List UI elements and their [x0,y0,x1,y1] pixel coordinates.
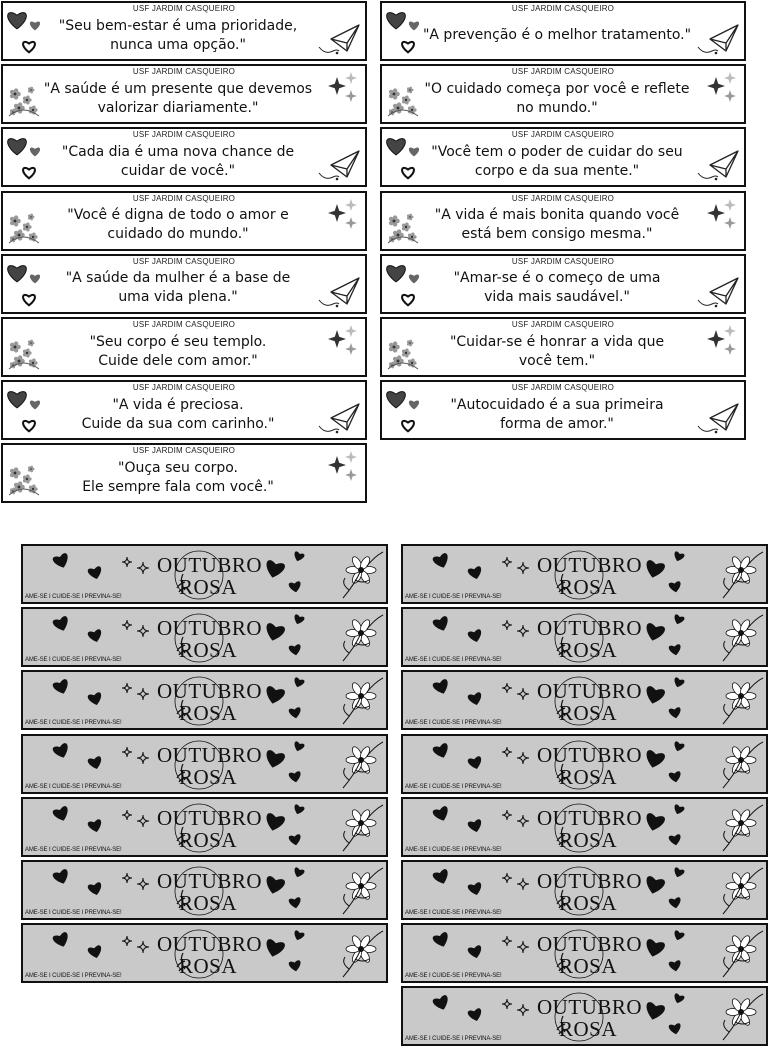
sparkle-icon [502,999,529,1016]
heart-icon [672,677,685,689]
quote-text [37,14,319,57]
quote-line: "Cada dia é uma nova chance de [61,143,295,160]
heart-icon [672,993,685,1005]
heart-icon [467,629,483,644]
heart-icon [292,804,305,816]
quote-line: "A saúde é um presente que devemos [43,80,313,97]
band-title-line2: ROSA [559,701,618,726]
heart-icon [467,1008,483,1023]
band-title-line2: ROSA [179,954,238,979]
quote-text [37,140,319,183]
band-tagline: AME-SE I CUIDE-SE I PREVINA-SE! [25,846,122,853]
card-header: USF JARDIM CASQUEIRO [511,256,615,266]
card-header: USF JARDIM CASQUEIRO [132,67,236,77]
card-header: USF JARDIM CASQUEIRO [511,67,615,77]
flower-icon [723,552,763,598]
band-tagline: AME-SE I CUIDE-SE I PREVINA-SE! [25,973,122,980]
heart-icon [288,771,302,783]
heart-icon [432,616,451,634]
heart-icon [643,812,665,833]
heart-icon [672,930,685,942]
band-title-line1: OUTUBRO [537,616,643,641]
heart-icon [467,945,483,960]
heart-icon [87,755,103,770]
quote-line: valorizar diariamente." [97,99,259,116]
quote-text [37,77,319,120]
quote-line: forma de amor." [500,415,614,432]
heart-icon [432,805,451,823]
band-title-line1: OUTUBRO [157,742,263,767]
card-header: USF JARDIM CASQUEIRO [132,256,236,266]
heart-icon [263,939,285,960]
band-tagline: AME-SE I CUIDE-SE I PREVINA-SE! [25,720,122,727]
sparkle-icon [122,810,149,827]
quote-text [416,204,698,247]
quote-line: no mundo." [516,99,598,116]
flower-icon [343,678,383,724]
heart-icon [643,623,665,644]
band-title-line2: ROSA [179,764,238,789]
heart-icon [432,868,451,886]
quote-line: "A vida é mais bonita quando você [434,207,680,224]
band-tagline: AME-SE I CUIDE-SE I PREVINA-SE! [25,910,122,916]
heart-icon [52,742,71,760]
heart-icon [52,679,71,697]
card-header: USF JARDIM CASQUEIRO [511,320,615,329]
heart-icon [52,932,71,950]
quote-card [1,1,367,61]
heart-icon [263,875,285,896]
band-tagline: AME-SE I CUIDE-SE I PREVINA-SE! [25,594,122,600]
heart-icon [467,882,483,897]
quote-line: "A prevenção é o melhor tratamento." [422,27,692,43]
heart-icon [288,644,302,656]
quote-card [380,191,746,251]
quote-card [380,254,746,314]
heart-icon [87,945,103,960]
heart-icon [672,867,685,879]
heart-icon [263,623,285,644]
heart-icon [292,930,305,942]
band-tagline: AME-SE I CUIDE-SE I PREVINA-SE! [405,783,502,790]
quote-line: vida mais saudável." [484,289,630,306]
band-tagline: AME-SE I CUIDE-SE I PREVINA-SE! [405,1036,502,1043]
flower-icon [343,805,383,851]
heart-icon [643,749,665,770]
quote-line: "A saúde da mulher é a base de [65,270,291,287]
quote-line: "Seu bem-estar é uma prioridade, [58,17,298,34]
heart-icon [288,707,302,719]
heart-icon [668,1023,682,1035]
band-title-line1: OUTUBRO [157,869,263,893]
band-tagline: AME-SE I CUIDE-SE I PREVINA-SE! [405,973,502,980]
quote-line: Cuide da sua com carinho." [81,415,275,432]
outubro-rosa-band [401,544,768,604]
heart-icon [467,692,483,707]
outubro-rosa-band [401,860,768,920]
card-header: USF JARDIM CASQUEIRO [132,193,236,203]
outubro-rosa-band [401,923,768,983]
card-header: USF JARDIM CASQUEIRO [511,383,615,393]
heart-icon [292,677,305,689]
quote-line: está bem consigo mesma." [461,226,653,243]
band-title-line2: ROSA [559,954,618,979]
quote-card [380,127,746,187]
heart-icon [643,1002,665,1023]
heart-icon [263,749,285,770]
sparkle-icon [502,620,529,637]
flower-icon [343,552,383,598]
band-title-line1: OUTUBRO [537,742,643,767]
sparkle-icon [502,936,529,953]
heart-icon [288,960,302,972]
flower-icon [723,931,763,977]
band-tagline: AME-SE I CUIDE-SE I PREVINA-SE! [25,657,122,664]
heart-icon [643,939,665,960]
heart-icon [292,867,305,879]
heart-icon [87,882,103,897]
quote-card [1,191,367,251]
outubro-rosa-band [21,797,388,857]
flower-icon [343,742,383,788]
heart-icon [87,692,103,707]
band-tagline: AME-SE I CUIDE-SE I PREVINA-SE! [25,783,122,790]
heart-icon [668,707,682,719]
quote-text [416,77,698,120]
band-title-line2: ROSA [559,827,618,852]
quote-line: "Você tem o poder de cuidar do seu [431,143,683,160]
quote-card [1,443,367,503]
band-title-line2: ROSA [559,764,618,789]
band-tagline: AME-SE I CUIDE-SE I PREVINA-SE! [405,657,502,664]
band-title-line1: OUTUBRO [537,869,643,893]
quote-line: "Autocuidado é a sua primeira [450,396,664,413]
heart-icon [288,897,302,909]
quote-card [380,1,746,61]
heart-icon [52,616,71,634]
heart-icon [668,834,682,846]
card-header: USF JARDIM CASQUEIRO [511,193,615,203]
heart-icon [52,552,71,570]
heart-icon [643,875,665,896]
flower-icon [723,615,763,661]
outubro-rosa-band [21,734,388,794]
heart-icon [292,551,305,563]
outubro-rosa-band [21,860,388,920]
heart-icon [467,819,483,834]
flower-icon [723,868,763,914]
heart-icon [288,834,302,846]
outubro-rosa-band [401,797,768,857]
outubro-rosa-band [401,607,768,667]
sparkle-icon [502,557,529,574]
quote-text [37,267,319,310]
sparkle-icon [122,873,149,890]
band-title-line1: OUTUBRO [157,932,263,957]
heart-icon [432,742,451,760]
heart-icon [432,552,451,570]
quote-text [416,330,698,373]
quote-card [1,380,367,440]
band-title-line2: ROSA [179,701,238,726]
sparkle-icon [122,620,149,637]
quote-card [380,64,746,124]
heart-icon [467,566,483,581]
sparkle-icon [502,873,529,890]
band-title-line1: OUTUBRO [537,553,643,577]
outubro-rosa-band [401,734,768,794]
heart-icon [672,741,685,753]
quote-text [37,456,319,499]
heart-icon [467,755,483,770]
band-title-line2: ROSA [559,575,618,599]
band-title-line1: OUTUBRO [157,679,263,704]
heart-icon [263,812,285,833]
card-header: USF JARDIM CASQUEIRO [132,4,236,13]
heart-icon [292,614,305,626]
band-title-line1: OUTUBRO [537,679,643,704]
heart-icon [672,804,685,816]
band-title-line2: ROSA [559,1017,618,1042]
quote-card [1,64,367,124]
flower-icon [343,868,383,914]
outubro-rosa-band [21,607,388,667]
quote-text [416,14,698,57]
quote-line: "Ouça seu corpo. [118,459,238,476]
heart-icon [668,771,682,783]
quote-line: Cuide dele com amor." [98,352,258,369]
quote-text [37,393,319,436]
band-tagline: AME-SE I CUIDE-SE I PREVINA-SE! [405,720,502,727]
outubro-rosa-band [401,986,768,1046]
flower-icon [723,678,763,724]
heart-icon [672,614,685,626]
sparkle-icon [502,747,529,764]
quote-line: "Você é digna de todo o amor e [67,207,289,224]
band-title-line2: ROSA [179,575,238,599]
band-title-line1: OUTUBRO [157,805,263,830]
band-tagline: AME-SE I CUIDE-SE I PREVINA-SE! [405,594,502,600]
quote-card [1,254,367,314]
heart-icon [432,932,451,950]
band-title-line1: OUTUBRO [537,995,643,1020]
heart-icon [263,559,285,580]
heart-icon [292,741,305,753]
sparkle-icon [502,810,529,827]
quote-text [416,393,698,436]
quote-line: nunca uma opção." [110,36,246,53]
quote-card [1,317,367,377]
quote-line: uma vida plena." [118,289,238,306]
heart-icon [87,819,103,834]
flower-icon [723,994,763,1040]
quote-line: "Cuidar-se é honrar a vida que [449,333,665,350]
outubro-rosa-band [21,923,388,983]
heart-icon [668,960,682,972]
heart-icon [263,686,285,707]
heart-icon [672,551,685,563]
heart-icon [668,897,682,909]
quote-line: "O cuidado começa por você e reflete [424,80,690,97]
quote-line: cuidar de você." [120,162,236,179]
outubro-rosa-band [21,544,388,604]
band-title-line2: ROSA [179,638,238,663]
heart-icon [288,581,302,593]
heart-icon [52,868,71,886]
flower-icon [723,742,763,788]
card-header: USF JARDIM CASQUEIRO [132,446,236,456]
band-title-line1: OUTUBRO [157,553,263,577]
band-title-line1: OUTUBRO [537,932,643,957]
flower-icon [343,615,383,661]
quote-line: corpo e da sua mente." [474,162,640,179]
heart-icon [668,581,682,593]
outubro-rosa-band [401,670,768,730]
band-title-line2: ROSA [559,891,618,915]
sparkle-icon [122,683,149,700]
quote-line: "Seu corpo é seu templo. [89,333,267,350]
band-title-line1: OUTUBRO [157,616,263,641]
flower-icon [723,805,763,851]
band-title-line2: ROSA [179,891,238,915]
band-tagline: AME-SE I CUIDE-SE I PREVINA-SE! [405,846,502,853]
quote-line: você tem." [518,352,596,369]
quote-line: "A vida é preciosa. [112,396,244,413]
outubro-rosa-band [21,670,388,730]
band-title-line2: ROSA [179,827,238,852]
heart-icon [87,566,103,581]
heart-icon [432,995,451,1013]
quote-text [416,140,698,183]
quote-card [380,317,746,377]
heart-icon [87,629,103,644]
band-title-line2: ROSA [559,638,618,663]
quote-card [380,380,746,440]
quote-text [37,204,319,247]
sparkle-icon [122,557,149,574]
heart-icon [52,805,71,823]
quote-card [1,127,367,187]
card-header: USF JARDIM CASQUEIRO [132,383,236,393]
card-header: USF JARDIM CASQUEIRO [132,320,236,329]
heart-icon [432,679,451,697]
heart-icon [668,644,682,656]
sparkle-icon [122,936,149,953]
card-header: USF JARDIM CASQUEIRO [511,4,615,13]
quote-line: cuidado do mundo." [107,226,249,243]
sparkle-icon [502,683,529,700]
quote-line: "Amar-se é o começo de uma [453,270,661,287]
quote-text [37,330,319,373]
sparkle-icon [122,747,149,764]
band-tagline: AME-SE I CUIDE-SE I PREVINA-SE! [405,910,502,916]
flower-icon [343,931,383,977]
card-header: USF JARDIM CASQUEIRO [511,130,615,140]
band-title-line1: OUTUBRO [537,805,643,830]
heart-icon [643,559,665,580]
heart-icon [643,686,665,707]
card-header: USF JARDIM CASQUEIRO [132,130,236,140]
quote-text [416,267,698,310]
quote-line: Ele sempre fala com você." [82,478,274,495]
